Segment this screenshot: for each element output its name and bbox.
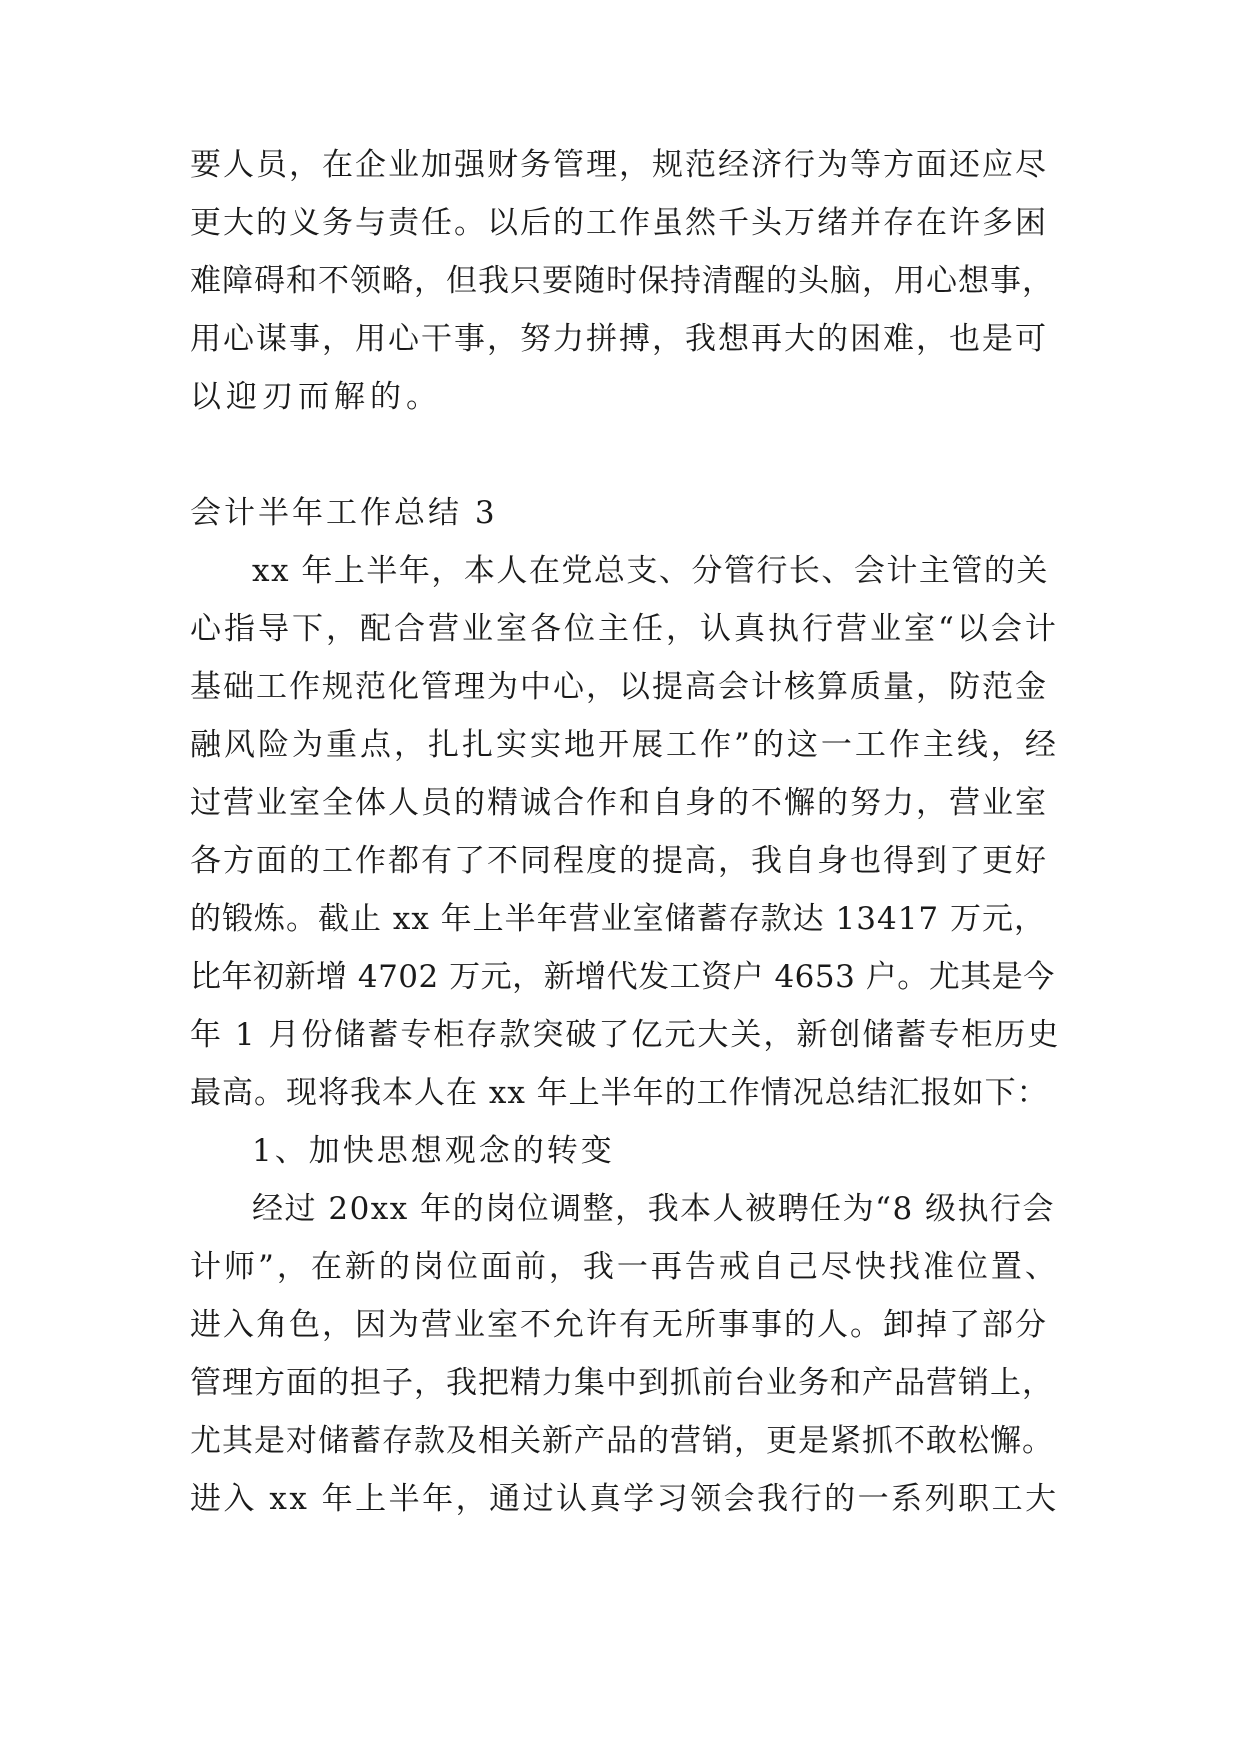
paragraph-line: 过营业室全体人员的精诚合作和自身的不懈的努力，营业室 (190, 785, 1048, 821)
paragraph-line: 基础工作规范化管理为中心，以提高会计核算质量，防范金 (190, 669, 1048, 705)
paragraph-line: 经过 20xx 年的岗位调整，我本人被聘任为“8 级执行会 (252, 1191, 1056, 1227)
paragraph-line: 最高。现将我本人在 xx 年上半年的工作情况总结汇报如下： (190, 1075, 1049, 1111)
paragraph-line: 以迎刃而解的。 (190, 379, 442, 415)
paragraph-line: 心指导下，配合营业室各位主任，认真执行营业室“以会计 (190, 611, 1059, 647)
paragraph-line: 年 1 月份储蓄专柜存款突破了亿元大关，新创储蓄专柜历史 (190, 1017, 1061, 1053)
paragraph-line: 融风险为重点，扎扎实实地开展工作”的这一工作主线，经 (190, 727, 1059, 763)
paragraph-line: 计师”，在新的岗位面前，我一再告戒自己尽快找准位置、 (190, 1249, 1059, 1285)
paragraph-line: 要人员，在企业加强财务管理，规范经济行为等方面还应尽 (190, 147, 1048, 183)
paragraph-line: 的锻炼。截止 xx 年上半年营业室储蓄存款达 13417 万元， (190, 901, 1046, 937)
sub-heading: 1、加快思想观念的转变 (252, 1133, 615, 1169)
paragraph-line: 比年初新增 4702 万元，新增代发工资户 4653 户。尤其是今 (190, 959, 1055, 995)
paragraph-line: 尤其是对储蓄存款及相关新产品的营销，更是紧抓不敢松懈。 (190, 1423, 1054, 1459)
paragraph-line: 各方面的工作都有了不同程度的提高，我自身也得到了更好 (190, 843, 1048, 879)
paragraph-line: 管理方面的担子，我把精力集中到抓前台业务和产品营销上， (190, 1365, 1054, 1401)
paragraph-line: 用心谋事，用心干事，努力拼搏，我想再大的困难，也是可 (190, 321, 1048, 357)
paragraph-line: 难障碍和不领略，但我只要随时保持清醒的头脑，用心想事， (190, 263, 1054, 299)
paragraph-line: xx 年上半年，本人在党总支、分管行长、会计主管的关 (252, 553, 1049, 589)
section-heading: 会计半年工作总结 3 (190, 495, 498, 531)
paragraph-line: 进入角色，因为营业室不允许有无所事事的人。卸掉了部分 (190, 1307, 1048, 1343)
paragraph-line: 更大的义务与责任。以后的工作虽然千头万绪并存在许多困 (190, 205, 1048, 241)
paragraph-line: 进入 xx 年上半年，通过认真学习领会我行的一系列职工大 (190, 1481, 1059, 1517)
